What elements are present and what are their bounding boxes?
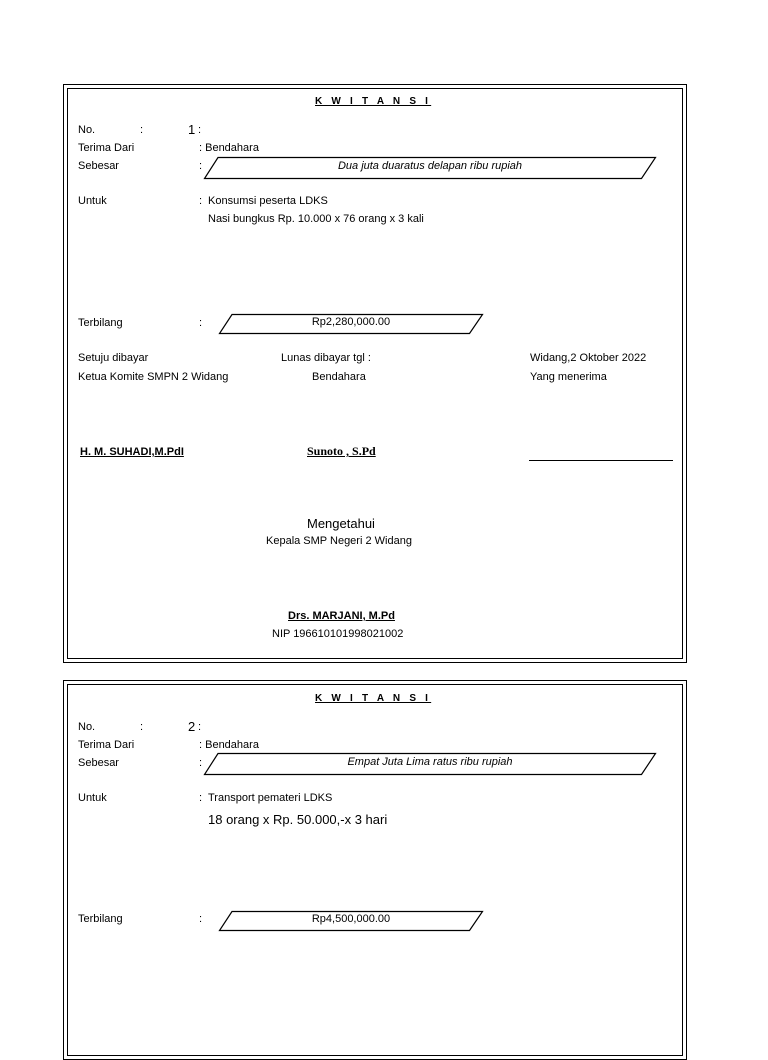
receipt-2-title: K W I T A N S I: [315, 693, 432, 704]
receipt-1-head-nip: NIP 196610101998021002: [272, 628, 404, 640]
receipt-1-amount-label: Sebesar: [78, 160, 119, 172]
receipt-2-from-label: Terima Dari: [78, 739, 135, 751]
receipt-2-terbilang-box: [219, 911, 483, 931]
receipt-1-purpose-label: Untuk: [78, 195, 107, 207]
receipt-1-terbilang-label: Terbilang: [78, 317, 123, 329]
receipt-2-amount-words: Empat Juta Lima ratus ribu rupiah: [347, 756, 513, 768]
receipt-2-terbilang-value: Rp4,500,000.00: [311, 913, 391, 925]
receipt-1-paid-role: Bendahara: [312, 371, 366, 383]
receipt-2-number-colon: :: [198, 721, 202, 733]
receipt-1-approver-name: H. M. SUHADI,M.PdI: [80, 446, 184, 458]
receipt-2-amount-label: Sebesar: [78, 757, 119, 769]
receipt-1-number: 1: [188, 122, 196, 137]
receipt-1-no-label: No.: [78, 124, 96, 136]
receipt-1-receiver-signature-line: [529, 460, 673, 461]
receipt-2-amount-colon: :: [199, 757, 203, 769]
receipt-2-purpose-line2: 18 orang x Rp. 50.000,-x 3 hari: [208, 812, 388, 827]
receipt-2-inner-border: [67, 684, 683, 1056]
receipt-1-title: K W I T A N S I: [315, 96, 432, 107]
receipt-1-terbilang-box: [219, 314, 483, 334]
receipt-1-receiver-label: Yang menerima: [530, 371, 607, 383]
receipt-1-approve-label: Setuju dibayar: [78, 352, 149, 364]
receipt-2-number: 2: [188, 719, 196, 734]
receipt-1-from-value: : Bendahara: [199, 142, 259, 154]
receipt-1-paid-label: Lunas dibayar tgl :: [281, 352, 371, 364]
receipt-1-head-role: Kepala SMP Negeri 2 Widang: [266, 535, 412, 547]
receipt-2-terbilang-label: Terbilang: [78, 913, 123, 925]
receipt-1-acknowledge-label: Mengetahui: [307, 516, 375, 531]
receipt-1-from-label: Terima Dari: [78, 142, 135, 154]
receipt-2-purpose-colon: :: [199, 792, 203, 804]
receipt-1-amount-words: Dua juta duaratus delapan ribu rupiah: [337, 160, 523, 172]
receipt-2-no-label: No.: [78, 721, 96, 733]
receipt-1-place-date: Widang,2 Oktober 2022: [530, 352, 647, 364]
receipt-1-terbilang-colon: :: [199, 317, 203, 329]
receipt-1-purpose-line2: Nasi bungkus Rp. 10.000 x 76 orang x 3 kali: [208, 213, 424, 225]
receipt-2-amount-words-box: [204, 753, 656, 773]
receipt-1-terbilang-value: Rp2,280,000.00: [311, 316, 391, 328]
receipt-1-treasurer-name: Sunoto , S.Pd: [307, 444, 376, 458]
receipt-2-purpose-line1: Transport pemateri LDKS: [208, 792, 333, 804]
receipt-1-purpose-line1: Konsumsi peserta LDKS: [208, 195, 328, 207]
receipt-1-head-name: Drs. MARJANI, M.Pd: [288, 610, 395, 622]
receipt-2-from-value: : Bendahara: [199, 739, 259, 751]
receipt-1-approve-role: Ketua Komite SMPN 2 Widang: [78, 371, 229, 383]
receipt-2-no-colon: :: [140, 721, 144, 733]
receipt-1-number-colon: :: [198, 124, 202, 136]
receipt-1-amount-colon: :: [199, 160, 203, 172]
receipt-1-amount-words-box: [204, 157, 656, 177]
receipt-2-terbilang-colon: :: [199, 913, 203, 925]
receipt-1-no-colon: :: [140, 124, 144, 136]
receipt-2-purpose-label: Untuk: [78, 792, 107, 804]
receipt-1-purpose-colon: :: [199, 195, 203, 207]
